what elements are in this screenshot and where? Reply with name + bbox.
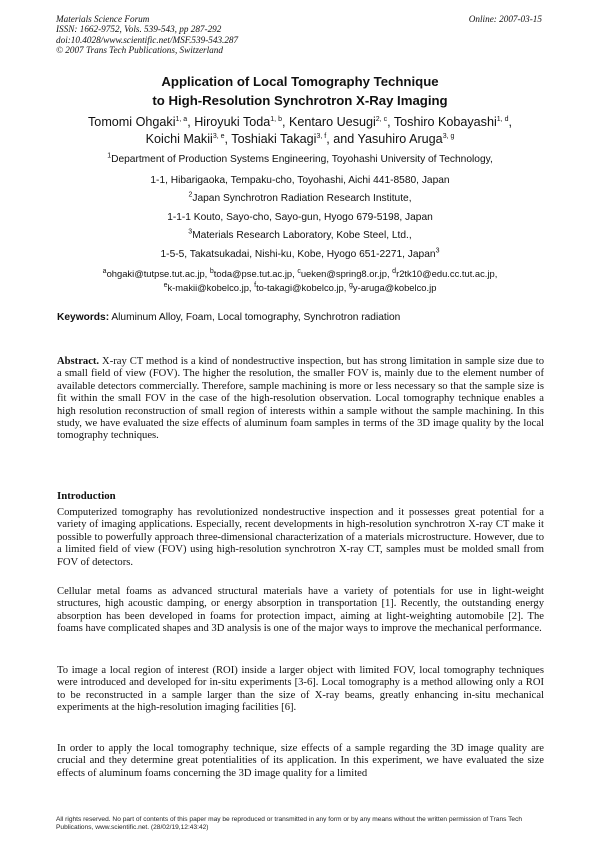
affiliation-line bbox=[40, 212, 560, 224]
journal-doi: doi:10.4028/www.scientific.net/MSF.539-543.287 bbox=[56, 34, 239, 45]
journal-name: Materials Science Forum bbox=[56, 14, 150, 24]
author-sup: 3, e bbox=[212, 132, 225, 140]
author-sup: 1, b bbox=[270, 115, 282, 123]
affiliation-sup: 2 bbox=[188, 191, 193, 199]
keywords-text: Aluminum Alloy, Foam, Local tomography, Synchrotron radiation bbox=[109, 312, 401, 323]
keywords bbox=[57, 312, 547, 324]
keywords-label: Keywords: bbox=[57, 312, 110, 323]
journal-issn: ISSN: 1662-9752, Vols. 539-543, pp 287-292 bbox=[56, 24, 222, 35]
intro-paragraph-2: Cellular metal foams as advanced structural materials have a variety of potentials for use in light-weight structures, high acoustic damping, or energy absorption in transportation [1]. Recently, the outstanding energy absorption has been developed in foams for protection impact, aiming at light-weighting automobile [2]. The foams have complicated shapes and 3D analysis is one of the major ways to improve the mechanical performance. bbox=[57, 586, 544, 635]
affiliation-sup: 3 bbox=[435, 247, 440, 255]
author-sep: , bbox=[224, 132, 232, 146]
intro-paragraph-4: In order to apply the local tomography technique, size effects of a sample regarding the 3D image quality are crucial and they determine great potentialities of its application. In this experiment, we have evaluated the size effects of aluminum foams concerning the 3D image quality for a limited bbox=[57, 743, 544, 779]
author-sep: , bbox=[187, 115, 195, 129]
affiliation-text: Japan Synchrotron Radiation Research Institute, bbox=[192, 193, 412, 204]
email-address[interactable]: toda@pse.tut.ac.jp, bbox=[213, 268, 298, 279]
abstract-text: X-ray CT method is a kind of nondestructive inspection, but has strong limitation in sample size due to a small field of view (FOV). The higher the resolution, the smaller FOV is, mainly due to the element number of available detectors commercially. Therefore, sample machining is more or less necessary so that the sample size is fit within the small FOV in the case of the high-resolution observation. Local tomography technique enables a high resolution reconstruction of small region of interests within a sample without the sample machining. In this study, we have evaluated the size effects of aluminum foam samples in terms of the 3D image quality by the local tomography techniques. bbox=[57, 356, 544, 442]
author-sep: , bbox=[508, 115, 512, 129]
affiliation-text: 1-5-5, Takatsukadai, Nishi-ku, Kobe, Hyogo 651-2271, Japan bbox=[160, 249, 436, 260]
author-sep: , and bbox=[326, 132, 358, 146]
abstract bbox=[57, 356, 544, 443]
author-sup: 1, a bbox=[175, 115, 188, 123]
email-line-2 bbox=[40, 282, 560, 294]
affiliation-text: Materials Research Laboratory, Kobe Steel, Ltd., bbox=[192, 230, 412, 241]
author-sup: 3, g bbox=[442, 132, 455, 140]
affiliation-line bbox=[40, 249, 560, 261]
email-sup: c bbox=[297, 267, 301, 275]
affiliation-line bbox=[40, 230, 560, 242]
author-sup: 3, f bbox=[316, 132, 327, 140]
affiliation-sup: 3 bbox=[188, 228, 193, 236]
author-sup: 2, c bbox=[375, 115, 388, 123]
paper-title-line-1: Application of Local Tomography Technique bbox=[161, 74, 439, 89]
affiliation-line bbox=[40, 193, 560, 205]
journal-header bbox=[56, 14, 386, 56]
paper-title-line-2: to High-Resolution Synchrotron X-Ray Imaging bbox=[152, 93, 448, 108]
online-date: Online: 2007-03-15 bbox=[468, 14, 542, 24]
journal-copyright: © 2007 Trans Tech Publications, Switzerland bbox=[56, 45, 223, 56]
email-address[interactable]: to-takagi@kobelco.jp, bbox=[256, 282, 349, 293]
intro-paragraph-1: Computerized tomography has revolutionized nondestructive inspection and it possesses great potential for a variety of imaging applications. Especially, recent developments in high-resolution synchrotron X-ray CT make it possible to powerfully approach three-dimensional characterization of a materials microstructure. However, due to a limited field of view (FOV) using high-resolution synchrotron X-ray CT, samples must be molded small from FOV of detectors. bbox=[57, 507, 544, 568]
author: Hiroyuki Toda bbox=[194, 115, 271, 129]
affiliation-line bbox=[40, 154, 560, 166]
affiliation-text: 1-1-1 Kouto, Sayo-cho, Sayo-gun, Hyogo 679-5198, Japan bbox=[167, 212, 433, 223]
affiliation-text: 1-1, Hibarigaoka, Tempaku-cho, Toyohashi, Aichi 441-8580, Japan bbox=[150, 175, 450, 186]
author-sep: , bbox=[387, 115, 394, 129]
email-sup: a bbox=[102, 267, 107, 275]
author-sup: 1, d bbox=[496, 115, 509, 123]
author: Koichi Makii bbox=[145, 132, 213, 146]
affiliation-text: Department of Production Systems Engineering, Toyohashi University of Technology, bbox=[111, 154, 493, 165]
author: Toshiro Kobayashi bbox=[393, 115, 497, 129]
author: Kentaro Uesugi bbox=[288, 115, 376, 129]
email-address[interactable]: k-makii@kobelco.jp, bbox=[167, 282, 255, 293]
email-sup: g bbox=[348, 281, 353, 289]
affiliation-line bbox=[40, 175, 560, 187]
rights-footer: All rights reserved. No part of contents of this paper may be reproduced or transmitted in any form or by any means without the written permission of Trans Tech Publications, www.scientific.net. (28/02/19,12:43:42) bbox=[56, 816, 523, 832]
author: Yasuhiro Aruga bbox=[357, 132, 443, 146]
email-sup: b bbox=[209, 267, 214, 275]
author: Toshiaki Takagi bbox=[231, 132, 317, 146]
email-address[interactable]: y-aruga@kobelco.jp bbox=[352, 282, 437, 293]
email-address[interactable]: ueken@spring8.or.jp, bbox=[300, 268, 393, 279]
intro-paragraph-3: To image a local region of interest (ROI) inside a larger object with limited FOV, local tomography techniques were introduced and developed for in-situ experiments [3-6]. Local tomography is a method allowing only a ROI to be reconstructed in a sample larger than the size of X-ray beams, greatly enhancing in-situ mechanical experiments at the high-resolution imaging facilities [6]. bbox=[57, 665, 544, 714]
email-address[interactable]: ohgaki@tutpse.tut.ac.jp, bbox=[106, 268, 210, 279]
author-sep: , bbox=[281, 115, 289, 129]
affiliation-sup: 1 bbox=[107, 152, 112, 160]
email-address[interactable]: r2tk10@edu.cc.tut.ac.jp, bbox=[396, 268, 498, 279]
email-sup: d bbox=[392, 267, 397, 275]
abstract-label: Abstract. bbox=[57, 356, 100, 367]
email-line-1 bbox=[40, 268, 560, 280]
author-line-2 bbox=[40, 131, 560, 147]
section-heading-introduction: Introduction bbox=[57, 490, 116, 502]
author-line-1 bbox=[40, 114, 560, 130]
email-sup: e bbox=[163, 281, 168, 289]
email-sup: f bbox=[254, 281, 257, 289]
author: Tomomi Ohgaki bbox=[88, 115, 176, 129]
